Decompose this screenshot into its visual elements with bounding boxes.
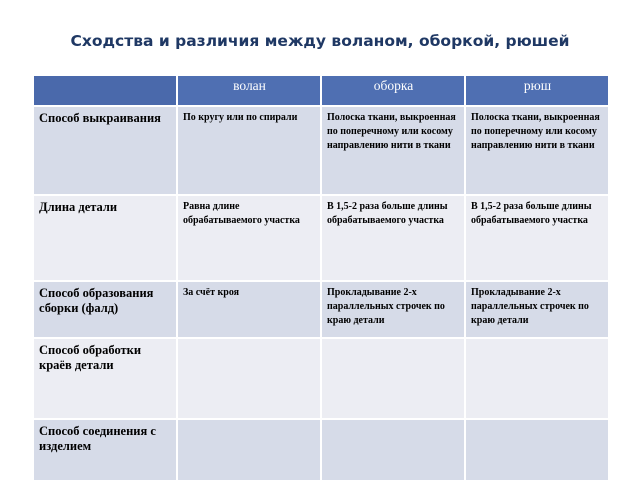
- header-oborka: оборка: [321, 75, 465, 106]
- header-corner-cell: [33, 75, 177, 106]
- table-cell: По кругу или по спирали: [177, 106, 321, 195]
- row-label: Способ соединения с изделием: [33, 419, 177, 480]
- table-cell: Полоска ткани, выкроенная по поперечному или косому направлению нити в ткани: [465, 106, 609, 195]
- table-cell: Прокладывание 2-х параллельных строчек по краю детали: [321, 281, 465, 338]
- row-label: Способ обработки краёв детали: [33, 338, 177, 419]
- table-header-row: [33, 75, 609, 106]
- table-cell: [321, 338, 465, 419]
- table-cell: [321, 419, 465, 480]
- table-row: [33, 195, 609, 281]
- table-cell: [177, 419, 321, 480]
- table-cell: В 1,5-2 раза больше длины обрабатываемого участка: [465, 195, 609, 281]
- table-cell: Полоска ткани, выкроенная по поперечному или косому направлению нити в ткани: [321, 106, 465, 195]
- comparison-table: [32, 74, 610, 480]
- header-ryush: рюш: [465, 75, 609, 106]
- table-cell: [177, 338, 321, 419]
- header-volan: волан: [177, 75, 321, 106]
- table-row: [33, 281, 609, 338]
- table-row: [33, 419, 609, 480]
- table-cell: [465, 338, 609, 419]
- row-label: Способ образования сборки (фалд): [33, 281, 177, 338]
- row-label: Длина детали: [33, 195, 177, 281]
- table-cell: Прокладывание 2-х параллельных строчек по краю детали: [465, 281, 609, 338]
- table-cell: [465, 419, 609, 480]
- table-cell: За счёт кроя: [177, 281, 321, 338]
- page-title: Сходства и различия между воланом, оборкой, рюшей: [70, 32, 570, 50]
- table-row: [33, 338, 609, 419]
- table-row: [33, 106, 609, 195]
- table-cell: В 1,5-2 раза больше длины обрабатываемого участка: [321, 195, 465, 281]
- table-cell: Равна длине обрабатываемого участка: [177, 195, 321, 281]
- row-label: Способ выкраивания: [33, 106, 177, 195]
